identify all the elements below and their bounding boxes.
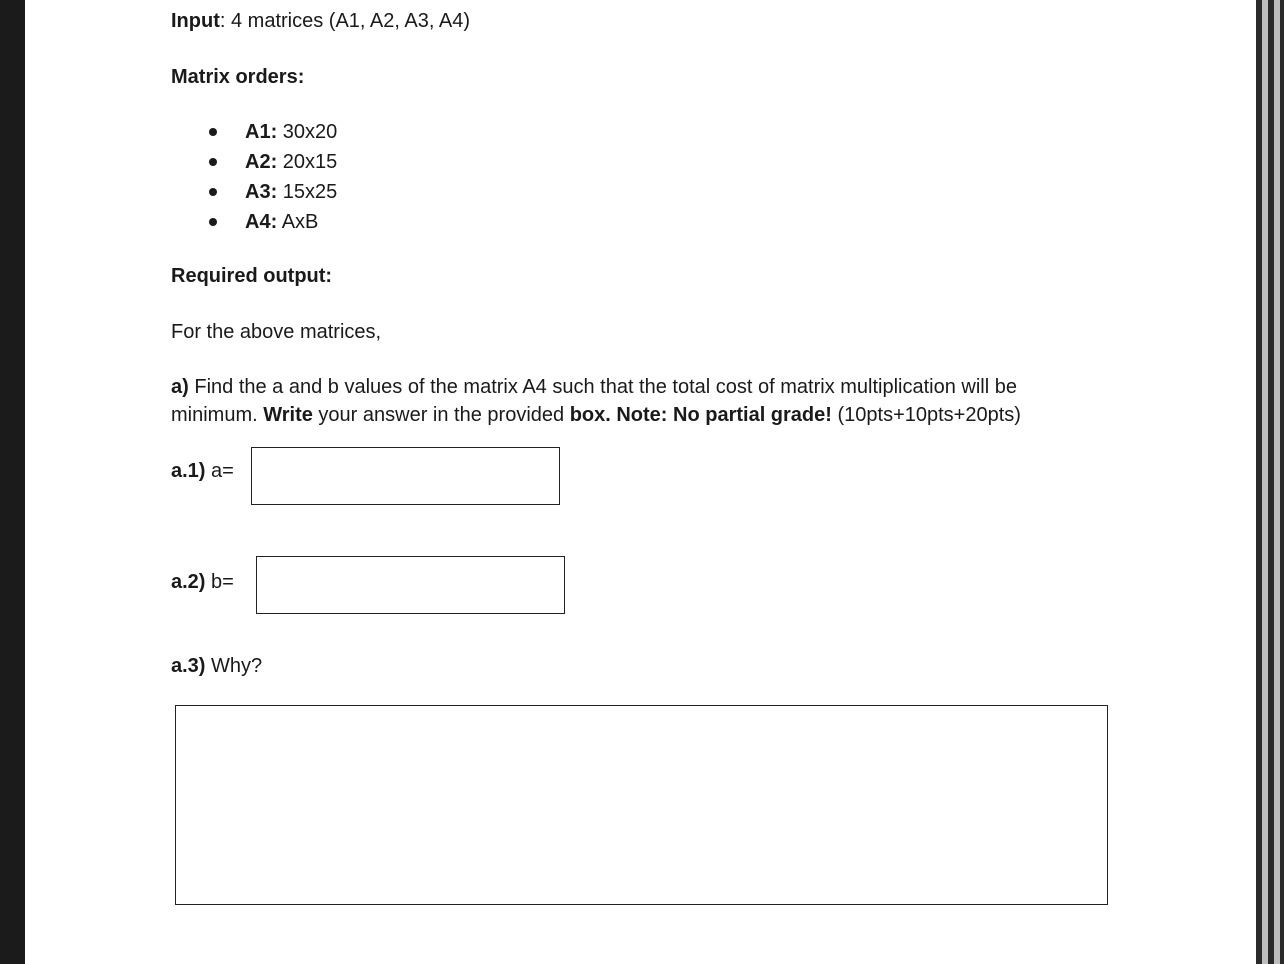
question-label: a) bbox=[171, 376, 189, 398]
question-emphasis: box. Note: No partial grade! bbox=[569, 404, 832, 426]
bullet-icon bbox=[209, 158, 217, 166]
scrollbar-thumb[interactable] bbox=[1262, 0, 1268, 964]
question-text: Find the a and b values of the matrix A4 such that the total cost of matrix multiplication will be bbox=[188, 376, 1017, 398]
required-output-heading bbox=[171, 264, 332, 288]
matrix-order: 15x25 bbox=[277, 181, 338, 203]
matrix-name: A2: bbox=[245, 151, 278, 173]
question-line-1 bbox=[171, 375, 1017, 399]
answer-label: a.1) bbox=[171, 460, 206, 482]
answer-text: a= bbox=[205, 460, 234, 482]
matrix-order: 30x20 bbox=[277, 121, 338, 143]
list-item bbox=[245, 150, 337, 174]
list-item bbox=[245, 180, 337, 204]
answer-a3-box[interactable] bbox=[175, 705, 1108, 905]
answer-text: b= bbox=[205, 571, 234, 593]
question-line-2 bbox=[171, 403, 1021, 427]
answer-a1-label bbox=[171, 459, 234, 483]
bullet-icon bbox=[209, 128, 217, 136]
input-text: : 4 matrices (A1, A2, A3, A4) bbox=[219, 10, 470, 32]
matrix-name: A3: bbox=[245, 181, 278, 203]
question-text: your answer in the provided bbox=[312, 404, 570, 426]
bullet-icon bbox=[209, 188, 217, 196]
document-page bbox=[25, 0, 1256, 964]
answer-a3-label bbox=[171, 654, 262, 678]
answer-a1-box[interactable] bbox=[251, 447, 560, 505]
bullet-icon bbox=[209, 218, 217, 226]
answer-label: a.3) bbox=[171, 655, 206, 677]
list-item bbox=[245, 210, 318, 234]
question-points: (10pts+10pts+20pts) bbox=[831, 404, 1021, 426]
matrix-orders-heading-text: Matrix orders: bbox=[171, 66, 305, 88]
matrix-order: 20x15 bbox=[277, 151, 338, 173]
input-line bbox=[171, 9, 470, 33]
answer-text: Why? bbox=[205, 655, 263, 677]
required-output-heading-text: Required output: bbox=[171, 265, 333, 287]
scrollbar-thumb-secondary[interactable] bbox=[1274, 0, 1280, 964]
answer-a2-box[interactable] bbox=[256, 556, 565, 614]
answer-a2-label bbox=[171, 570, 234, 594]
matrix-name: A4: bbox=[245, 211, 278, 233]
list-item bbox=[245, 120, 337, 144]
question-emphasis: Write bbox=[263, 404, 313, 426]
answer-label: a.2) bbox=[171, 571, 206, 593]
matrix-name: A1: bbox=[245, 121, 278, 143]
intro-text: For the above matrices, bbox=[171, 321, 382, 343]
matrix-order: AxB bbox=[277, 211, 319, 233]
matrix-orders-heading bbox=[171, 65, 304, 89]
question-text: minimum. bbox=[171, 404, 264, 426]
input-label: Input bbox=[171, 10, 220, 32]
